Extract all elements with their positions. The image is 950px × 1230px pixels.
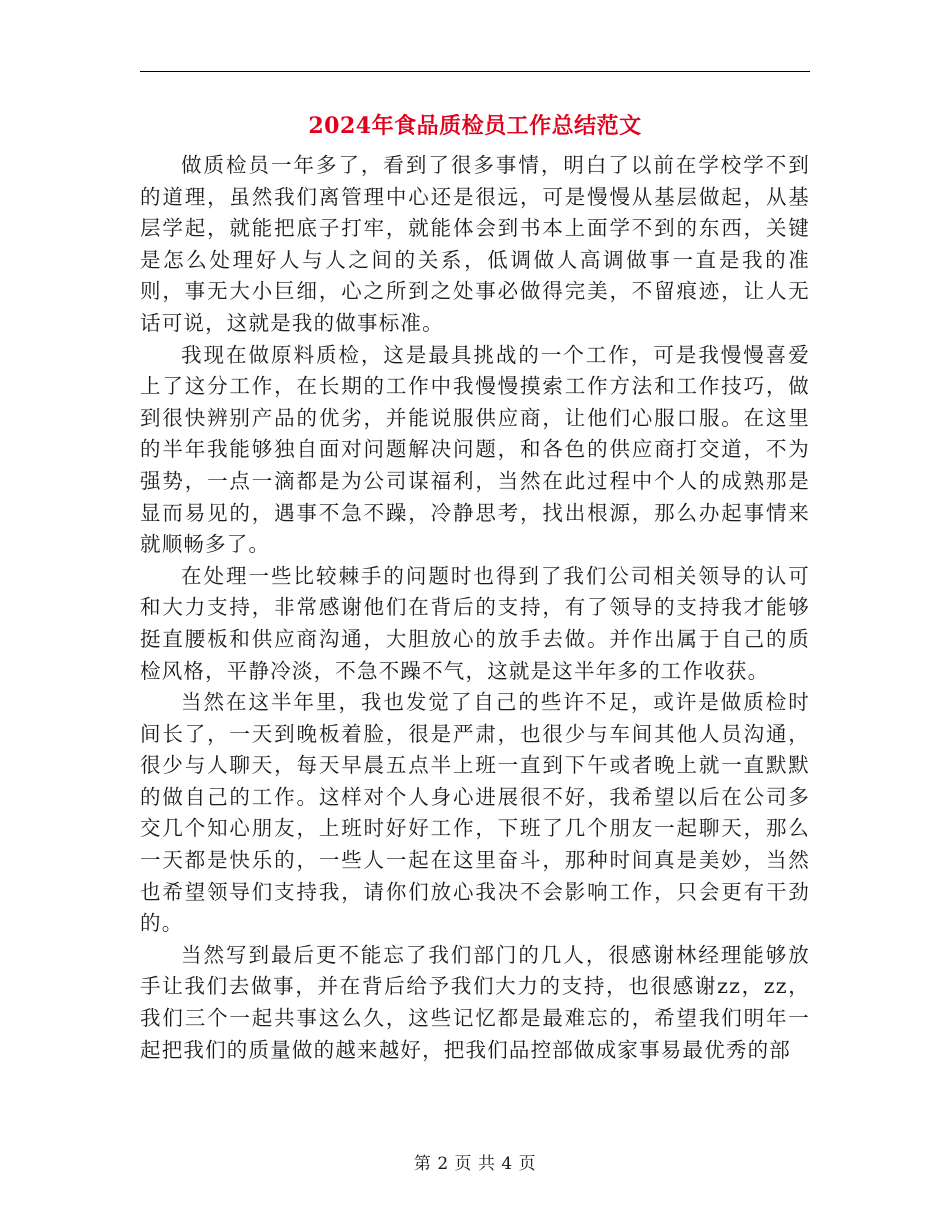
document-body xyxy=(140,150,810,1066)
paragraph-5: 当然写到最后更不能忘了我们部门的几人，很感谢林经理能够放手让我们去做事，并在背后给予我们大力的支持，也很感谢zz，zz，我们三个一起共事这么久，这些记忆都是最难忘的，希望我们明年一起把我们的质量做的越来越好，把我们品控部做成家事易最优秀的部 xyxy=(140,942,810,1062)
paragraph-2: 我现在做原料质检，这是最具挑战的一个工作，可是我慢慢喜爱上了这分工作，在长期的工作中我慢慢摸索工作方法和工作技巧，做到很快辨别产品的优劣，并能说服供应商，让他们心服口服。在这里的半年我能够独自面对问题解决问题，和各色的供应商打交道，不为强势，一点一滴都是为公司谋福利，当然在此过程中个人的成熟那是显而易见的，遇事不急不躁，冷静思考，找出根源，那么办起事情来就顺畅多了。 xyxy=(140,342,810,557)
document-title: 2024年食品质检员工作总结范文 xyxy=(308,113,642,139)
paragraph-1: 做质检员一年多了，看到了很多事情，明白了以前在学校学不到的道理，虽然我们离管理中心还是很远，可是慢慢从基层做起，从基层学起，就能把底子打牢，就能体会到书本上面学不到的东西，关键是怎么处理好人与人之间的关系，低调做人高调做事一直是我的准则，事无大小巨细，心之所到之处事必做得完美，不留痕迹，让人无话可说，这就是我的做事标准。 xyxy=(140,153,810,335)
header-rule xyxy=(140,71,810,72)
paragraph-3: 在处理一些比较棘手的问题时也得到了我们公司相关领导的认可和大力支持，非常感谢他们在背后的支持，有了领导的支持我才能够挺直腰板和供应商沟通，大胆放心的放手去做。并作出属于自己的质检风格，平静冷淡，不急不躁不气，这就是这半年多的工作收获。 xyxy=(140,563,810,683)
paragraph-4: 当然在这半年里，我也发觉了自己的些许不足，或许是做质检时间长了，一天到晚板着脸，很是严肃，也很少与车间其他人员沟通，很少与人聊天，每天早晨五点半上班一直到下午或者晚上就一直默默的做自己的工作。这样对个人身心进展很不好，我希望以后在公司多交几个知心朋友，上班时好好工作，下班了几个朋友一起聊天，那么一天都是快乐的，一些人一起在这里奋斗，那种时间真是美妙，当然也希望领导们支持我，请你们放心我决不会影响工作，只会更有干劲的。 xyxy=(140,690,810,936)
page-number-footer: 第 2 页 共 4 页 xyxy=(413,1154,537,1174)
